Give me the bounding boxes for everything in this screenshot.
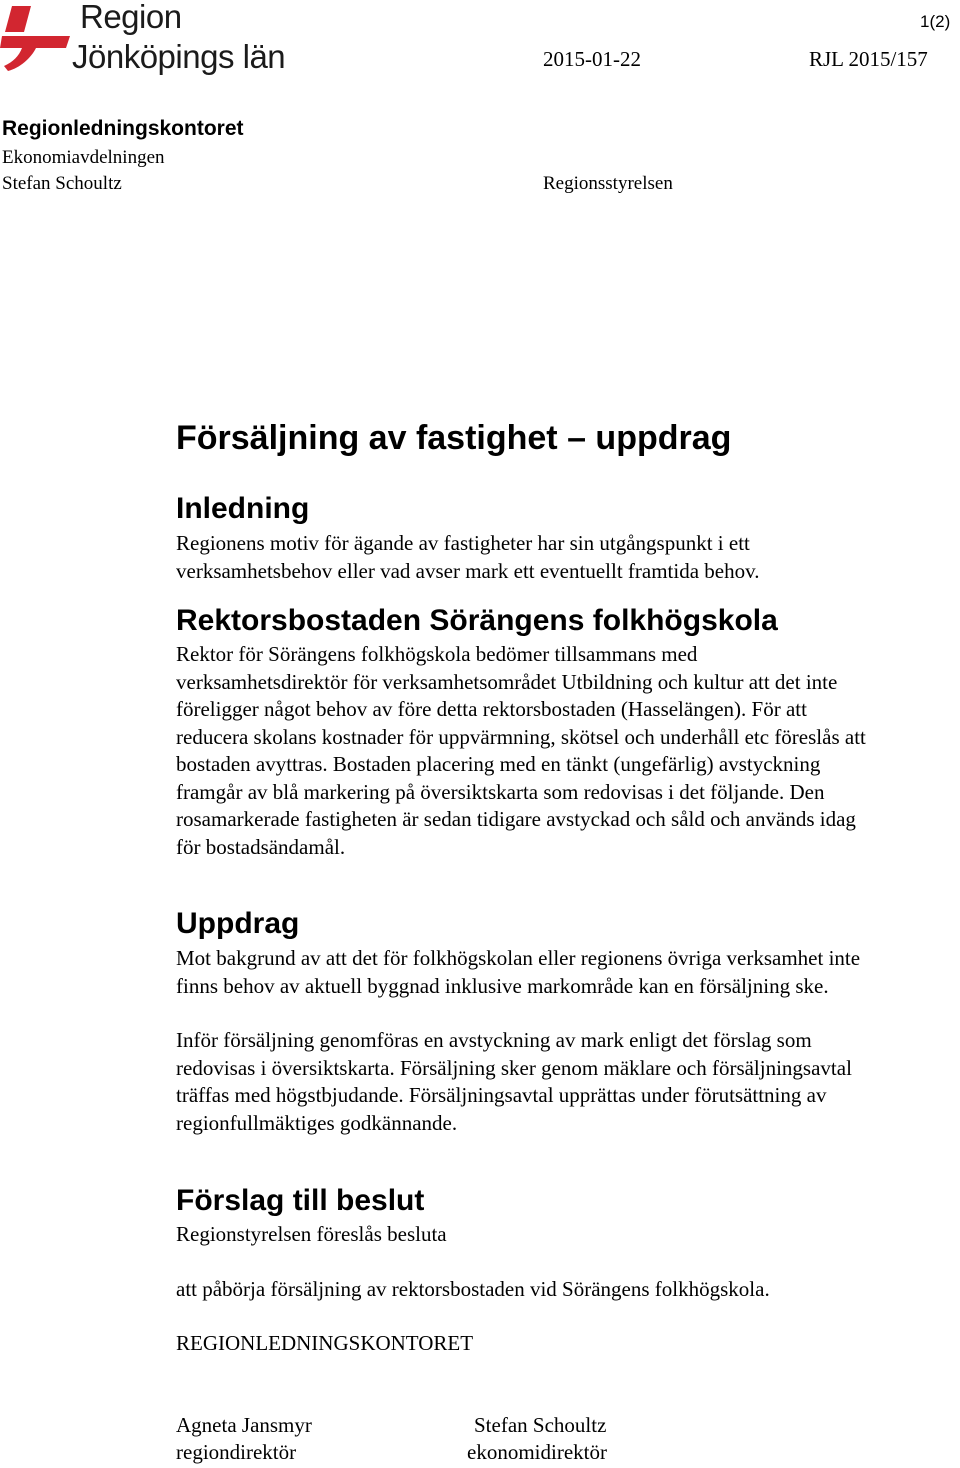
text-line: föreligger något behov av före detta rektorsbostaden (Hasselängen). För att (176, 697, 807, 721)
text-line: för bostadsändamål. (176, 834, 346, 859)
section-heading-inledning: Inledning (176, 492, 310, 525)
page-number: 1(2) (920, 12, 951, 31)
text-line: framgår av blå markering på översiktskarta som redovisas i det följande. Den (176, 779, 825, 804)
text-line: bostaden avyttras. Bostaden placering med en tänkt (ungefärlig) avstyckning (176, 752, 821, 776)
text-line: Mot bakgrund av att det för folkhögskolan eller regionens övriga verksamhet inte (176, 946, 861, 970)
logo-text-region: Region (80, 0, 182, 35)
text-line: verksamhetsdirektör för verksamhetsområdet Utbildning och kultur att det inte (176, 669, 838, 694)
text-line: att påbörja försäljning av rektorsbostaden vid Sörängens folkhögskola. (176, 1277, 770, 1301)
text-line: redovisas i översiktskarta. Försäljning sker genom mäklare och försäljningsavtal (176, 1055, 852, 1080)
section-body-rektorsbostaden (176, 641, 960, 861)
text-line: regionfullmäktiges godkännande. (176, 1110, 458, 1135)
logo-text-county: Jönköpings län (72, 38, 286, 75)
signer-1-title: regiondirektör (176, 1440, 297, 1464)
text-line: träffas med högstbjudande. Försäljningsavtal upprättas under förutsättning av (176, 1083, 827, 1107)
region-logo-icon (0, 2, 72, 72)
page-title: Försäljning av fastighet – uppdrag (176, 419, 732, 457)
recipient: Regionsstyrelsen (543, 173, 673, 194)
sender-name: Stefan Schoultz (2, 173, 122, 194)
section-heading-rektorsbostaden: Rektorsbostaden Sörängens folkhögskola (176, 604, 778, 637)
signature-organization: REGIONLEDNINGSKONTORET (176, 1331, 474, 1355)
signer-2-name: Stefan Schoultz (474, 1413, 607, 1437)
section-body-uppdrag-2 (176, 1027, 960, 1137)
text-line: Regionstyrelsen föreslås besluta (176, 1222, 447, 1246)
text-line: verksamhetsbehov eller vad avser mark ett eventuellt framtida behov. (176, 558, 760, 583)
decision-intro (176, 1221, 960, 1249)
signer-1-name: Agneta Jansmyr (176, 1413, 312, 1437)
section-heading-forslag: Förslag till beslut (176, 1184, 425, 1217)
sender-organization: Regionledningskontoret (2, 117, 244, 140)
document-date: 2015-01-22 (543, 47, 641, 71)
text-line: Inför försäljning genomföras en avstyckning av mark enligt det förslag som (176, 1028, 812, 1052)
decision-text (176, 1276, 960, 1304)
section-body-uppdrag-1 (176, 945, 960, 1000)
text-line: reducera skolans kostnader för uppvärmning, skötsel och underhåll etc föreslås att (176, 724, 866, 749)
text-line: finns behov av aktuell byggnad inklusive markområde kan en försäljning ske. (176, 973, 829, 998)
text-line: Regionens motiv för ägande av fastigheter har sin utgångspunkt i ett (176, 531, 750, 555)
section-heading-uppdrag: Uppdrag (176, 907, 300, 940)
sender-department: Ekonomiavdelningen (2, 147, 165, 168)
text-line: rosamarkerade fastigheten är sedan tidigare avstyckad och såld och används idag (176, 807, 856, 831)
section-body-inledning (176, 530, 960, 585)
signer-2-title: ekonomidirektör (467, 1440, 607, 1464)
document-reference: RJL 2015/157 (809, 47, 928, 71)
text-line: Rektor för Sörängens folkhögskola bedömer tillsammans med (176, 642, 698, 666)
